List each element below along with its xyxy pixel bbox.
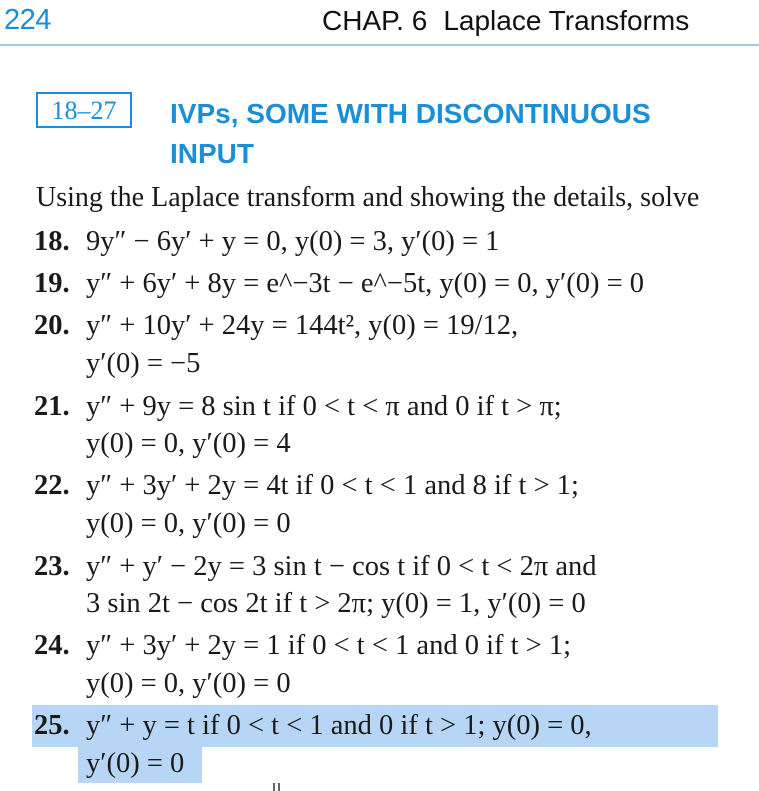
page-number: 224: [4, 4, 51, 36]
header-rule: [0, 44, 759, 46]
problem-number: 20.: [34, 310, 70, 341]
problem-20[interactable]: [34, 310, 518, 342]
problem-21-continued: y(0) = 0, y′(0) = 4: [86, 428, 291, 459]
section-title-line-2: INPUT: [170, 138, 254, 169]
page-header: [0, 0, 759, 44]
problem-23[interactable]: [34, 551, 597, 583]
problem-number: 25.: [34, 710, 70, 741]
problem-number: 19.: [34, 268, 70, 299]
problem-text: y″ + 6y′ + 8y = e^−3t − e^−5t, y(0) = 0, y′(0) = 0: [86, 268, 645, 299]
problem-text: y″ + 9y = 8 sin t if 0 < t < π and 0 if t > π;: [86, 391, 562, 422]
problem-24-continued: y(0) = 0, y′(0) = 0: [86, 668, 291, 699]
problem-20-continued: y′(0) = −5: [86, 348, 201, 379]
problem-number: 24.: [34, 630, 70, 661]
problem-text: y″ + 3y′ + 2y = 4t if 0 < t < 1 and 8 if t > 1;: [86, 470, 579, 501]
problem-text: y″ + y′ − 2y = 3 sin t − cos t if 0 < t < 2π and: [86, 551, 597, 582]
instructions: Using the Laplace transform and showing the details, solve: [36, 182, 700, 213]
problem-range-box: 18–27: [36, 92, 132, 128]
problem-text: 9y″ − 6y′ + y = 0, y(0) = 3, y′(0) = 1: [86, 226, 500, 257]
problem-23-continued: 3 sin 2t − cos 2t if t > 2π; y(0) = 1, y′(0) = 0: [86, 588, 586, 619]
problem-number: 23.: [34, 551, 70, 582]
problem-18[interactable]: [34, 226, 499, 258]
running-head: [322, 5, 689, 37]
problem-text: y″ + 3y′ + 2y = 1 if 0 < t < 1 and 0 if t > 1;: [86, 630, 572, 661]
problem-22-continued: y(0) = 0, y′(0) = 0: [86, 508, 291, 539]
problem-22[interactable]: [34, 470, 579, 502]
problem-25-continued: y′(0) = 0: [86, 748, 185, 779]
problem-21[interactable]: [34, 391, 562, 423]
problem-text: y″ + 10y′ + 24y = 144t², y(0) = 19/12,: [86, 310, 519, 341]
section-title-line-1: IVPs, SOME WITH DISCONTINUOUS: [170, 98, 651, 129]
problem-19[interactable]: [34, 268, 644, 300]
problem-number: 22.: [34, 470, 70, 501]
problem-25[interactable]: [34, 710, 592, 742]
problem-24[interactable]: [34, 630, 571, 662]
problem-text: y″ + y = t if 0 < t < 1 and 0 if t > 1; y(0) = 0,: [86, 710, 592, 741]
chapter-label: CHAP. 6: [322, 5, 428, 36]
chapter-title: Laplace Transforms: [443, 5, 690, 36]
problem-number: 18.: [34, 226, 70, 257]
section-title: [170, 94, 730, 174]
cut-off-text-fragment: [270, 783, 290, 791]
problem-number: 21.: [34, 391, 70, 422]
